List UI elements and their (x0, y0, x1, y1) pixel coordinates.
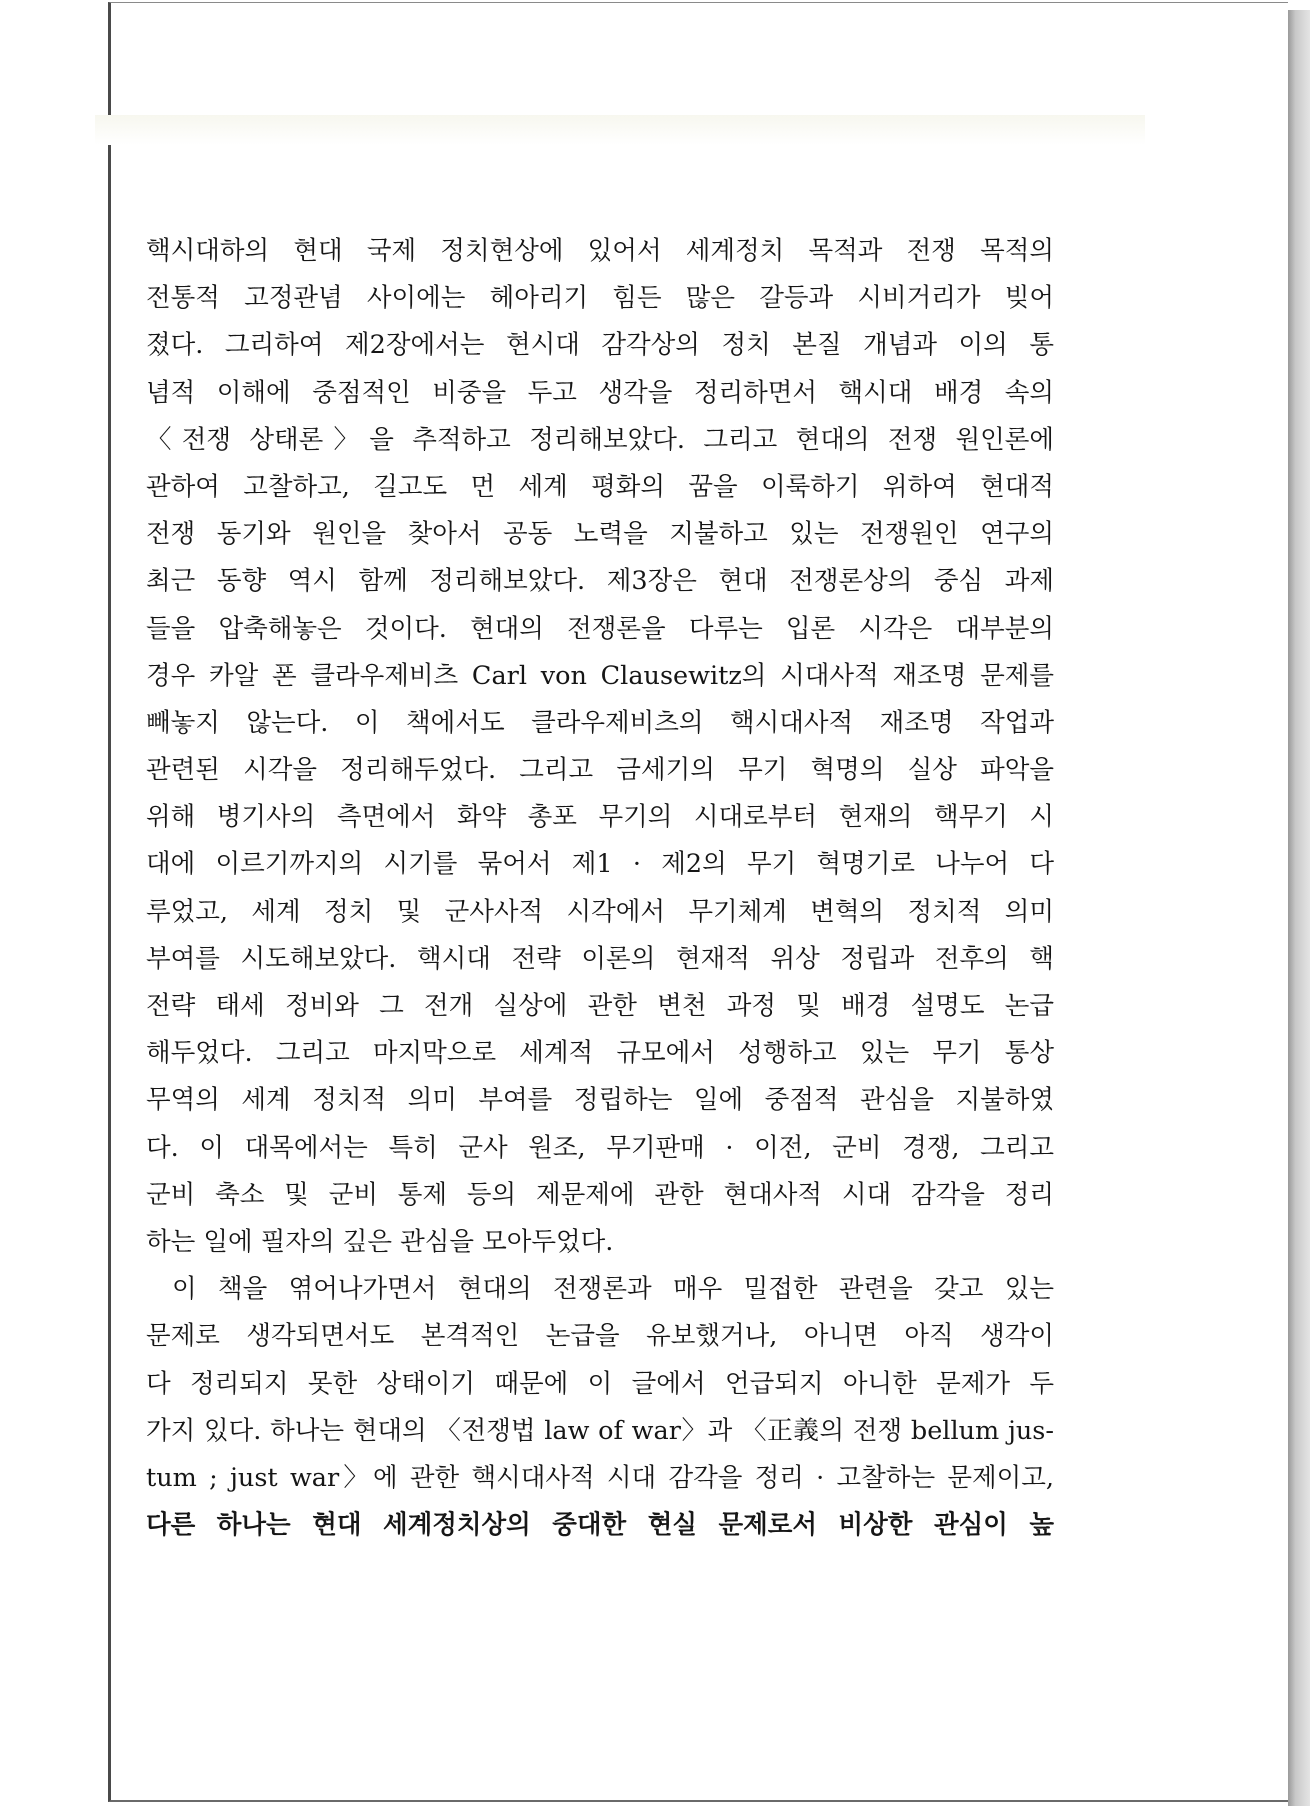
text-line: 다 정리되지 못한 상태이기 때문에 이 글에서 언급되지 아니한 문제가 두 (146, 1368, 1054, 1399)
text-line: 〈전쟁 상태론〉을 추적하고 정리해보았다. 그리고 현대의 전쟁 원인론에 (146, 424, 1054, 455)
page-edge-shadow (1288, 10, 1310, 1806)
text-line: 가지 있다. 하나는 현대의 〈전쟁법 law of war〉과 〈正義의 전쟁 bellum jus- (146, 1415, 1054, 1446)
text-line: 대에 이르기까지의 시기를 묶어서 제1 · 제2의 무기 혁명기로 나누어 다 (146, 849, 1054, 880)
text-line: tum ; just war〉에 관한 핵시대사적 시대 감각을 정리 · 고찰하는 문제이고, (146, 1462, 1054, 1493)
viewer-left-margin (0, 0, 108, 1806)
text-line: 핵시대하의 현대 국제 정치현상에 있어서 세계정치 목적과 전쟁 목적의 (146, 236, 1054, 266)
text-line: 졌다. 그리하여 제2장에서는 현시대 감각상의 정치 본질 개념과 이의 통 (146, 330, 1054, 361)
text-line: 부여를 시도해보았다. 핵시대 전략 이론의 현재적 위상 정립과 전후의 핵 (146, 943, 1054, 974)
text-line: 군비 축소 및 군비 통제 등의 제문제에 관한 현대사적 시대 감각을 정리 (146, 1179, 1054, 1210)
text-line: 빼놓지 않는다. 이 책에서도 클라우제비츠의 핵시대사적 재조명 작업과 (146, 707, 1054, 738)
text-line: 경우 카알 폰 클라우제비츠 Carl von Clausewitz의 시대사적 재조명 문제를 (146, 660, 1054, 691)
text-line: 다른 하나는 현대 세계정치상의 중대한 현실 문제로서 비상한 관심이 높 (146, 1510, 1054, 1541)
text-line: 념적 이해에 중점적인 비중을 두고 생각을 정리하면서 핵시대 배경 속의 (146, 377, 1054, 408)
text-line: 다. 이 대목에서는 특히 군사 원조, 무기판매 · 이전, 군비 경쟁, 그리고 (146, 1132, 1054, 1163)
text-line: 들을 압축해놓은 것이다. 현대의 전쟁론을 다루는 입론 시각은 대부분의 (146, 613, 1054, 644)
body-text (146, 228, 1054, 1549)
text-line: 전략 태세 정비와 그 전개 실상에 관한 변천 과정 및 배경 설명도 논급 (146, 991, 1054, 1021)
text-line: 전쟁 동기와 원인을 찾아서 공동 노력을 지불하고 있는 전쟁원인 연구의 (146, 519, 1054, 550)
text-line: 해두었다. 그리고 마지막으로 세계적 규모에서 성행하고 있는 무기 통상 (146, 1038, 1054, 1069)
text-line: 최근 동향 역시 함께 정리해보았다. 제3장은 현대 전쟁론상의 중심 과제 (146, 566, 1054, 597)
text-line: 문제로 생각되면서도 본격적인 논급을 유보했거나, 아니면 아직 생각이 (146, 1321, 1054, 1352)
scan-tint (95, 115, 1145, 145)
text-line: 위해 병기사의 측면에서 화약 총포 무기의 시대로부터 현재의 핵무기 시 (146, 802, 1054, 833)
paragraph-last-line: 하는 일에 필자의 깊은 관심을 모아두었다. (146, 1226, 614, 1257)
text-line: 전통적 고정관념 사이에는 헤아리기 힘든 많은 갈등과 시비거리가 빚어 (146, 283, 1054, 314)
text-line: 루었고, 세계 정치 및 군사사적 시각에서 무기체계 변혁의 정치적 의미 (146, 896, 1054, 927)
text-line: 관하여 고찰하고, 길고도 먼 세계 평화의 꿈을 이룩하기 위하여 현대적 (146, 471, 1054, 502)
text-line: 무역의 세계 정치적 의미 부여를 정립하는 일에 중점적 관심을 지불하였 (146, 1085, 1054, 1116)
paragraph-first-line: 이 책을 엮어나가면서 현대의 전쟁론과 매우 밀접한 관련을 갖고 있는 (172, 1274, 1054, 1305)
text-line: 관련된 시각을 정리해두었다. 그리고 금세기의 무기 혁명의 실상 파악을 (146, 755, 1054, 786)
